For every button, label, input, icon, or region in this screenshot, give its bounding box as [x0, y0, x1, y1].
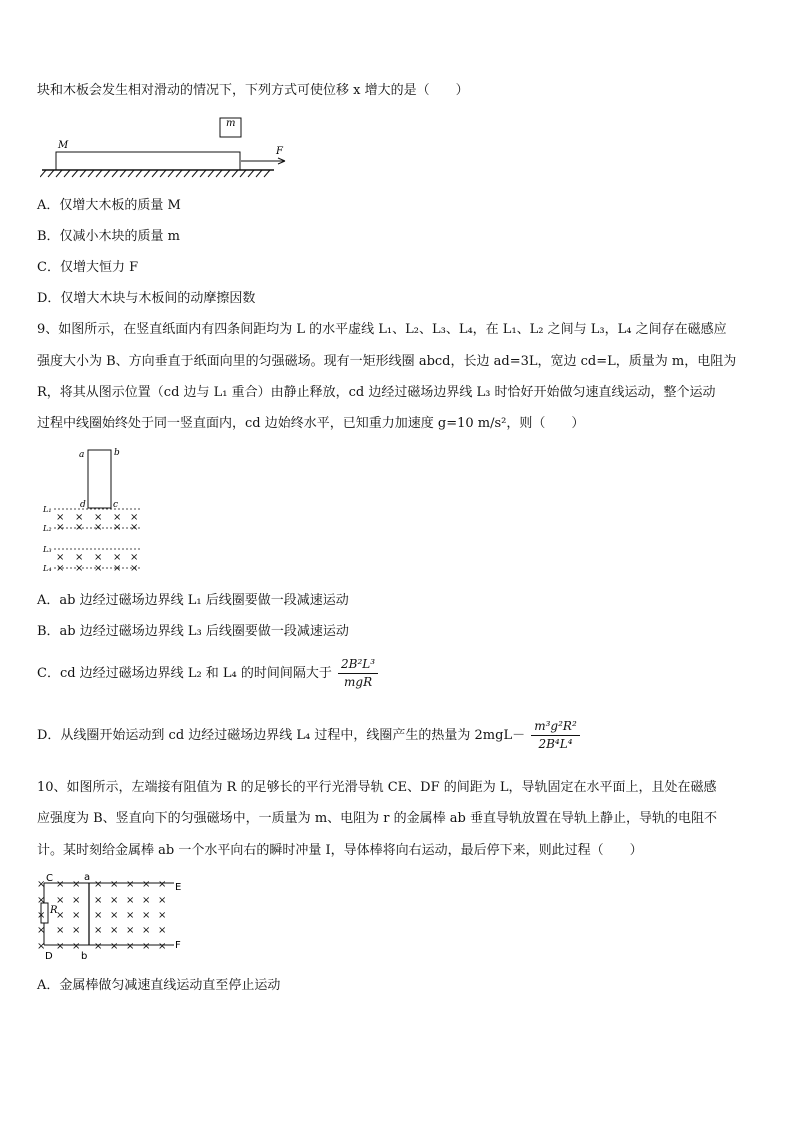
q10-label-a: a: [84, 872, 91, 883]
svg-text:×: ×: [75, 512, 84, 523]
q9-line-label-4: L₄: [43, 564, 52, 573]
svg-text:×: ×: [110, 910, 119, 921]
q9-option-a: A．ab 边经过磁场边界线 L₁ 后线圈要做一段减速运动: [37, 593, 349, 608]
svg-text:×: ×: [94, 522, 103, 533]
q8-option-d: D．仅增大木块与木板间的动摩擦因数: [37, 291, 256, 306]
q10-option-a: A．金属棒做匀减速直线运动直至停止运动: [37, 978, 281, 993]
q10-stem-line-2: 应强度为 B、竖直向下的匀强磁场中，一质量为 m、电阻为 r 的金属棒 ab 垂直导轨放置在导轨上静止，导轨的电阻不: [37, 811, 717, 826]
q8-intro: 块和木板会发生相对滑动的情况下，下列方式可使位移 x 增大的是（ ）: [37, 83, 469, 98]
svg-text:×: ×: [94, 512, 103, 523]
svg-text:×: ×: [130, 522, 139, 533]
q8-label-M: M: [58, 140, 69, 151]
q8-option-c: C．仅增大恒力 F: [37, 260, 139, 275]
q9-option-c-denominator: mgR: [344, 675, 373, 689]
svg-text:×: ×: [130, 552, 139, 563]
svg-text:×: ×: [56, 552, 65, 563]
q9-option-c-text: C．cd 边经过磁场边界线 L₂ 和 L₄ 的时间间隔大于: [37, 666, 332, 681]
svg-text:×: ×: [75, 552, 84, 563]
q9-option-d: [37, 718, 580, 753]
q9-stem-line-2: 强度大小为 B、方向垂直于纸面向里的匀强磁场。现有一矩形线圈 abcd，长边 ad=3L，宽边 cd=L，质量为 m，电阻为: [37, 354, 737, 369]
svg-text:×: ×: [94, 563, 103, 574]
svg-text:×: ×: [94, 895, 103, 906]
svg-text:×: ×: [72, 910, 81, 921]
svg-text:×: ×: [72, 895, 81, 906]
q10-label-b: b: [81, 951, 88, 962]
q8-figure-block-board: [40, 114, 290, 180]
q9-option-d-numerator: m³g²R²: [531, 718, 580, 736]
q9-corner-b: b: [114, 448, 120, 458]
svg-text:×: ×: [126, 925, 135, 936]
q9-option-d-fraction: [531, 718, 580, 753]
svg-text:×: ×: [72, 941, 81, 952]
q9-corner-a: a: [79, 450, 85, 460]
svg-text:×: ×: [158, 910, 167, 921]
q10-label-R: R: [50, 905, 58, 916]
svg-text:×: ×: [113, 552, 122, 563]
svg-text:×: ×: [113, 512, 122, 523]
svg-text:×: ×: [113, 563, 122, 574]
svg-text:×: ×: [158, 941, 167, 952]
svg-text:×: ×: [113, 522, 122, 533]
q10-stem-line-3: 计。某时刻给金属棒 ab 一个水平向右的瞬时冲量 I，导体棒将向右运动，最后停下来，则此过程（ ）: [37, 843, 643, 858]
svg-text:×: ×: [56, 563, 65, 574]
svg-text:×: ×: [56, 522, 65, 533]
q9-line-label-3: L₃: [43, 545, 52, 554]
q10-label-F: F: [175, 940, 181, 951]
svg-text:×: ×: [37, 925, 46, 936]
svg-text:×: ×: [142, 910, 151, 921]
svg-text:×: ×: [94, 910, 103, 921]
q10-stem-line-1: 10、如图所示，左端接有阻值为 R 的足够长的平行光滑导轨 CE、DF 的间距为 L，导轨固定在水平面上，且处在磁感: [37, 780, 717, 795]
q10-label-C: C: [46, 873, 53, 884]
svg-text:×: ×: [142, 925, 151, 936]
svg-text:×: ×: [110, 879, 119, 890]
svg-text:×: ×: [126, 910, 135, 921]
svg-text:×: ×: [158, 879, 167, 890]
svg-text:×: ×: [56, 512, 65, 523]
svg-text:×: ×: [142, 941, 151, 952]
q10-figure-rails: [34, 870, 194, 965]
svg-text:×: ×: [158, 925, 167, 936]
svg-text:×: ×: [37, 879, 46, 890]
q9-line-label-1: L₁: [43, 505, 52, 514]
svg-text:×: ×: [130, 512, 139, 523]
q9-line-label-2: L₂: [43, 524, 52, 533]
svg-text:×: ×: [37, 941, 46, 952]
svg-text:×: ×: [126, 879, 135, 890]
svg-text:×: ×: [158, 895, 167, 906]
svg-text:×: ×: [142, 895, 151, 906]
svg-text:×: ×: [75, 563, 84, 574]
svg-text:×: ×: [94, 941, 103, 952]
svg-text:×: ×: [72, 879, 81, 890]
svg-text:×: ×: [94, 552, 103, 563]
q10-label-D: D: [45, 951, 53, 962]
q8-label-m: m: [226, 118, 236, 129]
svg-text:×: ×: [56, 925, 65, 936]
q9-corner-d: d: [80, 500, 86, 510]
q8-label-F: F: [276, 146, 283, 157]
svg-text:×: ×: [56, 879, 65, 890]
svg-text:×: ×: [56, 910, 65, 921]
svg-text:×: ×: [94, 925, 103, 936]
q10-label-E: E: [175, 882, 182, 893]
q9-option-c-numerator: 2B²L³: [338, 656, 378, 674]
svg-text:×: ×: [130, 563, 139, 574]
q9-option-b: B．ab 边经过磁场边界线 L₃ 后线圈要做一段减速运动: [37, 624, 349, 639]
svg-text:×: ×: [94, 879, 103, 890]
svg-text:×: ×: [37, 895, 46, 906]
q9-option-c-fraction: [338, 656, 378, 691]
svg-text:×: ×: [72, 925, 81, 936]
q9-stem-line-4: 过程中线圈始终处于同一竖直面内，cd 边始终水平，已知重力加速度 g=10 m/s²，则（ ）: [37, 416, 585, 431]
q9-corner-c: c: [113, 500, 119, 510]
svg-text:×: ×: [126, 941, 135, 952]
q8-option-b: B．仅减小木块的质量 m: [37, 229, 181, 244]
svg-text:×: ×: [37, 910, 46, 921]
q9-option-d-text: D．从线圈开始运动到 cd 边经过磁场边界线 L₄ 过程中，线圈产生的热量为 2mgL－: [37, 728, 526, 743]
q9-stem-line-3: R，将其从图示位置（cd 边与 L₁ 重合）由静止释放，cd 边经过磁场边界线 L₃ 时恰好开始做匀速直线运动，整个运动: [37, 385, 716, 400]
svg-text:×: ×: [110, 895, 119, 906]
q9-stem-line-1: 9、如图所示，在竖直纸面内有四条间距均为 L 的水平虚线 L₁、L₂、L₃、L₄，在 L₁、L₂ 之间与 L₃，L₄ 之间存在磁感应: [37, 322, 727, 337]
q8-option-a: A．仅增大木板的质量 M: [37, 198, 181, 213]
svg-text:×: ×: [110, 925, 119, 936]
svg-text:×: ×: [56, 941, 65, 952]
svg-text:×: ×: [142, 879, 151, 890]
q9-option-c: [37, 656, 378, 691]
svg-text:×: ×: [110, 941, 119, 952]
svg-text:×: ×: [56, 895, 65, 906]
svg-text:×: ×: [126, 895, 135, 906]
svg-text:×: ×: [75, 522, 84, 533]
q9-option-d-denominator: 2B⁴L⁴: [538, 737, 573, 751]
q9-figure-coil-field: [40, 445, 150, 575]
